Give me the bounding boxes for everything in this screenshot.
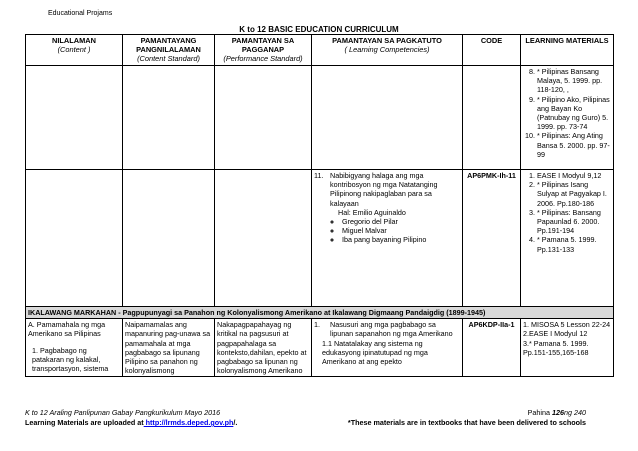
competency-subitem: 1.1 Natatalakay ang sistema ng edukasyong ipinatutupad ng mga Amerikano at ang epekto — [322, 338, 428, 367]
list-item: ◦ Iba pang bayaning Pilipino — [342, 235, 460, 244]
content-cell — [26, 170, 123, 307]
performance-standard-text: Nakapagpapahayag ng kritikal na pagsusuri at pagpapahalaga sa konteksto,dahilan, epekto at pagbabago sa lipunan ng kolonyalismong Amerikano — [217, 320, 307, 376]
col-header-code: CODE — [463, 35, 521, 66]
list-item: ◦ Gregorio del Pilar — [342, 217, 460, 226]
materials-cell — [521, 66, 614, 170]
quarter-heading: IKALAWANG MARKAHAN - Pagpupunyagi sa Panahon ng Kolonyalismong Amerikano at Ikalawang Digmaang Pandaigdig (1899-1945) — [26, 307, 614, 319]
performance-standard-cell — [215, 170, 312, 307]
content-cell — [26, 319, 123, 377]
materials-cell — [521, 170, 614, 307]
competency-code: AP6KDP-IIa-1 — [468, 320, 515, 330]
competency-number: 11. — [314, 171, 324, 180]
footer-page-number: Pahina 126ng 240 — [527, 408, 586, 417]
col-header-performance-standard: PAMANTAYAN SA PAGGANAP (Performance Standard) — [215, 35, 312, 66]
competency-cell — [312, 170, 463, 307]
material-item: 2. * Pilipinas Isang Sulyap at Pagyakap I. 2006. Pp.180-186 — [537, 180, 611, 208]
material-item: 1. EASE I Modyul 9,12 — [537, 171, 611, 180]
competency-cell — [312, 66, 463, 170]
col-header-learning-competencies: PAMANTAYAN SA PAGKATUTO ( Learning Competencies) — [312, 35, 463, 66]
col-header-content-standard: PAMANTAYANG PANGNILALAMAN (Content Standard) — [123, 35, 215, 66]
table-row — [26, 170, 614, 307]
footer-curriculum-guide: K to 12 Araling Panlipunan Gabay Pangkurikulum Mayo 2016 — [25, 408, 221, 417]
content-subitem: 1. Pagbabago ng patakaran ng kalakal, transportasyon, sistema — [32, 345, 109, 374]
content-standard-cell — [123, 319, 215, 377]
content-standard-cell — [123, 170, 215, 307]
code-cell — [463, 170, 521, 307]
content-standard-cell — [123, 66, 215, 170]
curriculum-table — [25, 34, 614, 377]
table-row — [26, 319, 614, 377]
performance-standard-cell — [215, 319, 312, 377]
list-item: ◦ Miguel Malvar — [342, 226, 460, 235]
material-item: 4. * Pamana 5. 1999. Pp.131-133 — [537, 235, 611, 253]
example-list — [314, 217, 460, 245]
document-title: K to 12 BASIC EDUCATION CURRICULUM — [239, 25, 399, 34]
content-standard-text: Naipamamalas ang mapanuring pag-unawa sa pamamahala at mga pagbabago sa lipunang Pilipino sa panahon ng kolonyalismong — [125, 320, 211, 376]
competency-example: Hal: Emilio Aguinaldo — [338, 207, 406, 217]
code-cell — [463, 319, 521, 377]
performance-standard-cell — [215, 66, 312, 170]
competency-text: Nabibigyang halaga ang mga kontribosyon ng mga Natatanging Pilipinong nakipaglaban para sa kalayaan — [330, 171, 438, 208]
material-item: 10. * Pilipinas: Ang Ating Bansa 5. 2000. pp. 97-99 — [537, 131, 611, 159]
col-header-learning-materials: LEARNING MATERIALS — [521, 35, 614, 66]
material-item: 3. * Pilipinas: Bansang Papaunlad 6. 2000. Pp.191-194 — [537, 208, 611, 236]
header-note: Educational Projams — [48, 10, 113, 17]
material-item: 3.* Pamana 5. 1999. Pp.151-155,165-168 — [523, 338, 589, 357]
content-cell — [26, 66, 123, 170]
material-item: 1. MISOSA 5 Lesson 22-24 — [523, 320, 611, 330]
footer-textbook-note: *These materials are in textbooks that have been delivered to schools — [347, 418, 586, 427]
materials-cell — [521, 319, 614, 377]
code-cell — [463, 66, 521, 170]
material-item: 8. * Pilipinas Bansang Malaya, 5. 1999. pp. 118-120, , — [537, 67, 611, 95]
header-row — [26, 35, 614, 66]
content-item: A. Pamamahala ng mga Amerikano sa Pilipinas — [28, 320, 106, 339]
col-header-content: NILALAMAN (Content ) — [26, 35, 123, 66]
competency-number: 1. — [314, 320, 320, 330]
material-item: 9. * Pilipino Ako, Pilipinas ang Bayan Ko (Patnubay ng Guro) 5. 1999. pp. 73-74 — [537, 95, 611, 132]
footer-upload-note: Learning Materials are uploaded at http://lrmds.deped.gov.ph/. — [25, 418, 238, 427]
competency-code: AP6PMK-Ih-11 — [467, 171, 516, 180]
lrmds-link[interactable]: http://lrmds.deped.gov.ph — [143, 418, 234, 427]
quarter-heading-row — [26, 307, 614, 319]
table-row — [26, 66, 614, 170]
competency-text: Nasusuri ang mga pagbabago sa lipunan sapanahon ng mga Amerikano — [330, 320, 453, 339]
competency-cell — [312, 319, 463, 377]
material-item: 2.EASE I Modyul 12 — [523, 329, 588, 339]
